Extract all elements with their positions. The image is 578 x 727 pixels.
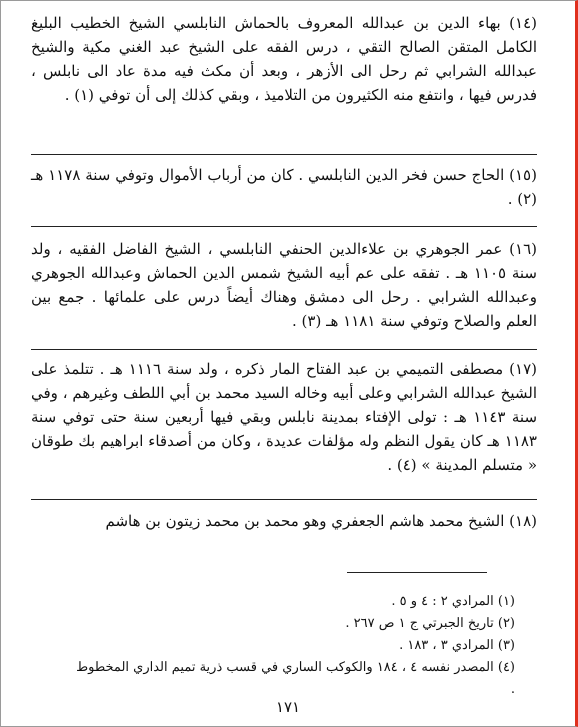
section-divider xyxy=(31,499,537,500)
footnote-1: (١) المرادي ٢ : ٤ و ٥ . xyxy=(391,594,515,609)
section-divider xyxy=(31,349,537,350)
entry-15 xyxy=(31,163,537,211)
entry-17 xyxy=(31,357,537,477)
entry-18-text: (١٨) الشيخ محمد هاشم الجعفري وهو محمد بن محمد زيتون بن هاشم xyxy=(105,512,537,530)
entry-16-text: (١٦) عمر الجوهري بن علاءالدين الحنفي النابلسي ، الشيخ الفاضل الفقيه ، ولد سنة ١١٠٥ هـ . تفقه على عم أبيه الشيخ شمس الدين الحماش وعبدالله الجوهري وعبدالله الشرابي . رحل الى دمشق وهناك أيضاً درس على علمائها . جمع بين العلم والصلاح وتوفي سنة ١١٨١ هـ (٣) . xyxy=(31,240,537,330)
footnote-4: (٤) المصدر نفسه ٤ ، ١٨٤ والكوكب الساري في قسب ذرية تميم الداري المخطوط . xyxy=(76,660,515,697)
entry-16 xyxy=(31,237,537,333)
footnotes xyxy=(71,591,515,701)
entry-15-text: (١٥) الحاج حسن فخر الدين النابلسي . كان من أرباب الأموال وتوفي سنة ١١٧٨ هـ (٢) . xyxy=(31,166,537,208)
page-number: ١٧١ xyxy=(275,698,301,716)
entry-14 xyxy=(31,11,537,107)
footnote-rule xyxy=(347,572,487,573)
entry-14-text: (١٤) بهاء الدين بن عبدالله المعروف بالحماش النابلسي الشيخ الخطيب البليغ الكامل المتقن الصالح التقي ، درس الفقه على الشيخ عبد الغني مكية والشيخ عبدالله الشرابي ثم رحل الى الأزهر ، وبعد أن مكث فيه مدة عاد الى نابلس ، فدرس فيها ، وانتفع منه الكثيرون من التلاميذ ، وبقي كذلك إلى أن توفي (١) . xyxy=(31,14,537,104)
entry-18 xyxy=(31,509,537,533)
entry-17-text: (١٧) مصطفى التميمي بن عبد الفتاح المار ذكره ، ولد سنة ١١١٦ هـ . تتلمذ على الشيخ عبدالله الشرابي وعلى أبيه وخاله السيد محمد بن أبي اللطف وغيرهم ، وفي سنة ١١٤٣ هـ : تولى الإفتاء بمدينة نابلس وبقي فيها أربعين سنة حتى توفي سنة ١١٨٣ هـ كان يقول النظم وله مؤلفات عديدة ، وكان من أصدقاء ابراهيم بك طوقان « متسلم المدينة » (٤) . xyxy=(31,360,538,474)
section-divider xyxy=(31,226,537,227)
section-divider xyxy=(31,154,537,155)
footnote-3: (٣) المرادي ٣ ، ١٨٣ . xyxy=(399,638,515,653)
footnote-2: (٢) تاريخ الجبرتي ج ١ ص ٢٦٧ . xyxy=(345,616,515,631)
